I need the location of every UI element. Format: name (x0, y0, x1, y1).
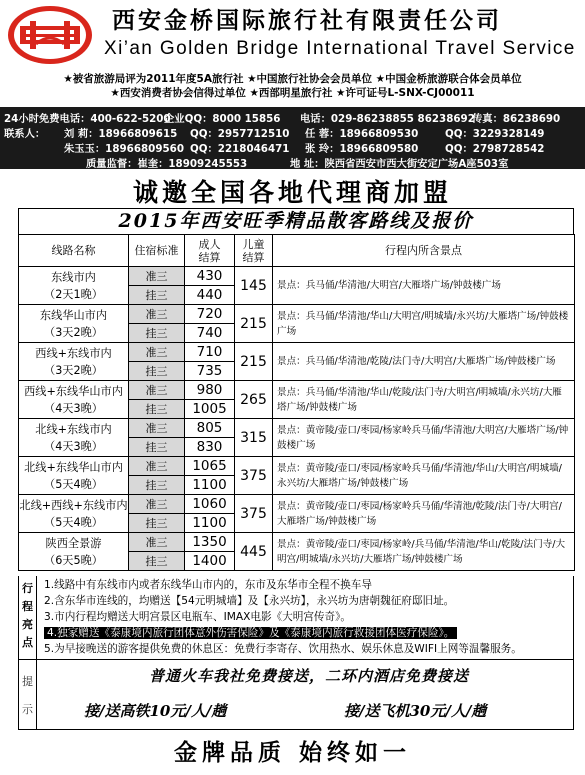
table-row (19, 381, 575, 400)
highlight-5: 5.为早接晚送的游客提供免费的休息区：免费行李寄存、饮用热水、娱乐休息及WIFI上网等温馨服务。 (44, 643, 522, 655)
route-name: 北线+东线华山市内 （5天4晚） (19, 457, 129, 495)
adult-price: 720 (185, 305, 235, 324)
route-price-table (18, 208, 574, 571)
contact-person-1: 刘 莉：18966809615 (64, 128, 178, 140)
child-price: 315 (235, 419, 273, 457)
contact-person-3: 朱玉玉：18966809560 (64, 143, 184, 155)
highlights-label: 行程亮点 (19, 576, 37, 660)
header-spots: 行程内所含景点 (273, 235, 575, 267)
table-row (19, 267, 575, 286)
credentials-line-2: ★西安消费者协会信得过单位 ★西部明星旅行社 ★许可证号L-SNX-CJ00011 (110, 87, 475, 99)
contact-person-3-qq: QQ：2218046471 (190, 143, 290, 155)
highlight-2: 2.含东华市连线的，均赠送【54元明城墙】及【永兴坊】，永兴坊为唐朝魏征府邸旧址。 (44, 595, 455, 607)
header-adult: 成人 结算 (185, 235, 235, 267)
pickup-notice (18, 660, 574, 730)
adult-price: 1060 (185, 495, 235, 514)
accommodation-standard: 准三 (129, 419, 185, 438)
adult-price: 1100 (185, 514, 235, 533)
train-transfer-price: 接/送高铁10元/人/趟 (84, 702, 227, 720)
accommodation-standard: 准三 (129, 343, 185, 362)
accommodation-standard: 准三 (129, 381, 185, 400)
adult-price: 980 (185, 381, 235, 400)
accommodation-standard: 挂三 (129, 286, 185, 305)
adult-price: 1065 (185, 457, 235, 476)
slogan: 金牌品质 始终如一 (173, 739, 411, 766)
highlight-1: 1.线路中有东线市内或者东线华山市内的，东市及东华市全程不换车导 (44, 579, 372, 591)
route-name: 西线+东线市内 （3天2晚） (19, 343, 129, 381)
free-pickup-notice: 普通火车我社免费接送，二环内酒店免费接送 (148, 667, 469, 685)
header-route: 线路名称 (19, 235, 129, 267)
adult-price: 805 (185, 419, 235, 438)
child-price: 145 (235, 267, 273, 305)
price-table (18, 234, 575, 571)
included-spots: 景点：兵马俑/华清池/华山/乾陵/法门寺/大明宫/明城墙/永兴坊/大雁塔广场/钟鼓楼广场 (273, 381, 575, 419)
company-name-cn: 西安金桥国际旅行社有限责任公司 (112, 7, 502, 34)
accommodation-standard: 挂三 (129, 476, 185, 495)
included-spots: 景点：黄帝陵/壶口/枣园/杨家岭兵马俑/华清池/乾陵/法门寺/大明宫/大雁塔广场/钟鼓楼广场 (273, 495, 575, 533)
route-name: 陕西全景游 （6天5晚） (19, 533, 129, 571)
table-header-row (19, 235, 575, 267)
address: 地 址：陕西省西安市西大街安定广场A座503室 (290, 158, 509, 170)
header-child: 儿童 结算 (235, 235, 273, 267)
accommodation-standard: 挂三 (129, 324, 185, 343)
table-row (19, 343, 575, 362)
child-price: 445 (235, 533, 273, 571)
adult-price: 735 (185, 362, 235, 381)
accommodation-standard: 挂三 (129, 400, 185, 419)
route-name: 西线+东线华山市内 （4天3晚） (19, 381, 129, 419)
plane-transfer-price: 接/送飞机30元/人/趟 (344, 702, 487, 720)
itinerary-highlights (18, 576, 574, 660)
adult-price: 710 (185, 343, 235, 362)
child-price: 215 (235, 305, 273, 343)
fax: 传真：86238690 (472, 113, 561, 125)
company-name-en: Xi’an Golden Bridge International Travel Service (104, 38, 576, 59)
contact-band (0, 107, 585, 169)
accommodation-standard: 挂三 (129, 438, 185, 457)
adult-price: 440 (185, 286, 235, 305)
header (0, 0, 585, 70)
included-spots: 景点：黄帝陵/壶口/枣园/杨家岭兵马俑/华清池/华山/大明宫/明城墙/永兴坊/大雁塔广场/钟鼓楼广场 (273, 457, 575, 495)
table-row (19, 495, 575, 514)
membership-credentials (0, 72, 585, 110)
adult-price: 1400 (185, 552, 235, 571)
contact-person-1-qq: QQ：2957712510 (190, 128, 290, 140)
telephone: 电话：029-86238855 86238692 (300, 113, 475, 125)
table-row (19, 457, 575, 476)
adult-price: 1005 (185, 400, 235, 419)
accommodation-standard: 准三 (129, 457, 185, 476)
child-price: 265 (235, 381, 273, 419)
accommodation-standard: 挂三 (129, 514, 185, 533)
accommodation-standard: 准三 (129, 533, 185, 552)
included-spots: 景点：兵马俑/华清池/乾陵/法门寺/大明宫/大雁塔广场/钟鼓楼广场 (273, 343, 575, 381)
adult-price: 430 (185, 267, 235, 286)
included-spots: 景点：兵马俑/华清池/大明宫/大雁塔广场/钟鼓楼广场 (273, 267, 575, 305)
route-name: 北线+东线市内 （4天3晚） (19, 419, 129, 457)
highlight-4: 4.独家赠送《泰康境内旅行团体意外伤害保险》及《泰康境内旅行救援团体医疗保险》。 (44, 626, 457, 641)
quality-supervisor: 质量监督：崔奎：18909245553 (86, 158, 248, 170)
contact-person-2: 任 蓉：18966809530 (305, 128, 419, 140)
contact-person-2-qq: QQ：3229328149 (445, 128, 545, 140)
table-row (19, 305, 575, 324)
accommodation-standard: 准三 (129, 495, 185, 514)
included-spots: 景点：兵马俑/华清池/华山/大明宫/明城墙/永兴坊/大雁塔广场/钟鼓楼广场 (273, 305, 575, 343)
adult-price: 1350 (185, 533, 235, 552)
credentials-line-1: ★被省旅游局评为2011年度5A旅行社 ★中国旅行社协会会员单位 ★中国金桥旅游联合体会员单位 (63, 73, 522, 85)
enterprise-qq: 企业QQ：8000 15856 (164, 113, 281, 125)
contact-person-4-qq: QQ：2798728542 (445, 143, 545, 155)
route-name: 北线+西线+东线市内 （5天4晚） (19, 495, 129, 533)
table-row (19, 419, 575, 438)
accommodation-standard: 准三 (129, 267, 185, 286)
table-title: 2015年西安旺季精品散客路线及报价 (18, 208, 574, 234)
contact-label: 联系人： (4, 128, 46, 140)
adult-price: 1100 (185, 476, 235, 495)
table-row (19, 533, 575, 552)
route-name: 东线市内 （2天1晚） (19, 267, 129, 305)
included-spots: 景点：黄帝陵/壶口/枣园/杨家岭/兵马俑/华清池/华山/乾陵/法门寺/大明宫/明城墙/永兴坊/大雁塔广场/钟鼓楼广场 (273, 533, 575, 571)
adult-price: 740 (185, 324, 235, 343)
child-price: 215 (235, 343, 273, 381)
child-price: 375 (235, 457, 273, 495)
notice-label: 提示 (19, 660, 37, 730)
child-price: 375 (235, 495, 273, 533)
hotline: 24小时免费电话：400-622-5200 (4, 113, 171, 125)
highlight-3: 3.市内行程均赠送大明宫景区电瓶车、IMAX电影《大明宫传奇》。 (44, 611, 352, 623)
adult-price: 830 (185, 438, 235, 457)
accommodation-standard: 准三 (129, 305, 185, 324)
agent-recruitment-headline: 诚邀全国各地代理商加盟 (132, 178, 452, 207)
contact-person-4: 张 玲：18966809580 (305, 143, 419, 155)
included-spots: 景点：黄帝陵/壶口/枣园/杨家岭兵马俑/华清池/大明宫/大雁塔广场/钟鼓楼广场 (273, 419, 575, 457)
route-name: 东线华山市内 （3天2晚） (19, 305, 129, 343)
accommodation-standard: 挂三 (129, 362, 185, 381)
accommodation-standard: 挂三 (129, 552, 185, 571)
header-standard: 住宿标准 (129, 235, 185, 267)
company-logo (6, 4, 94, 66)
